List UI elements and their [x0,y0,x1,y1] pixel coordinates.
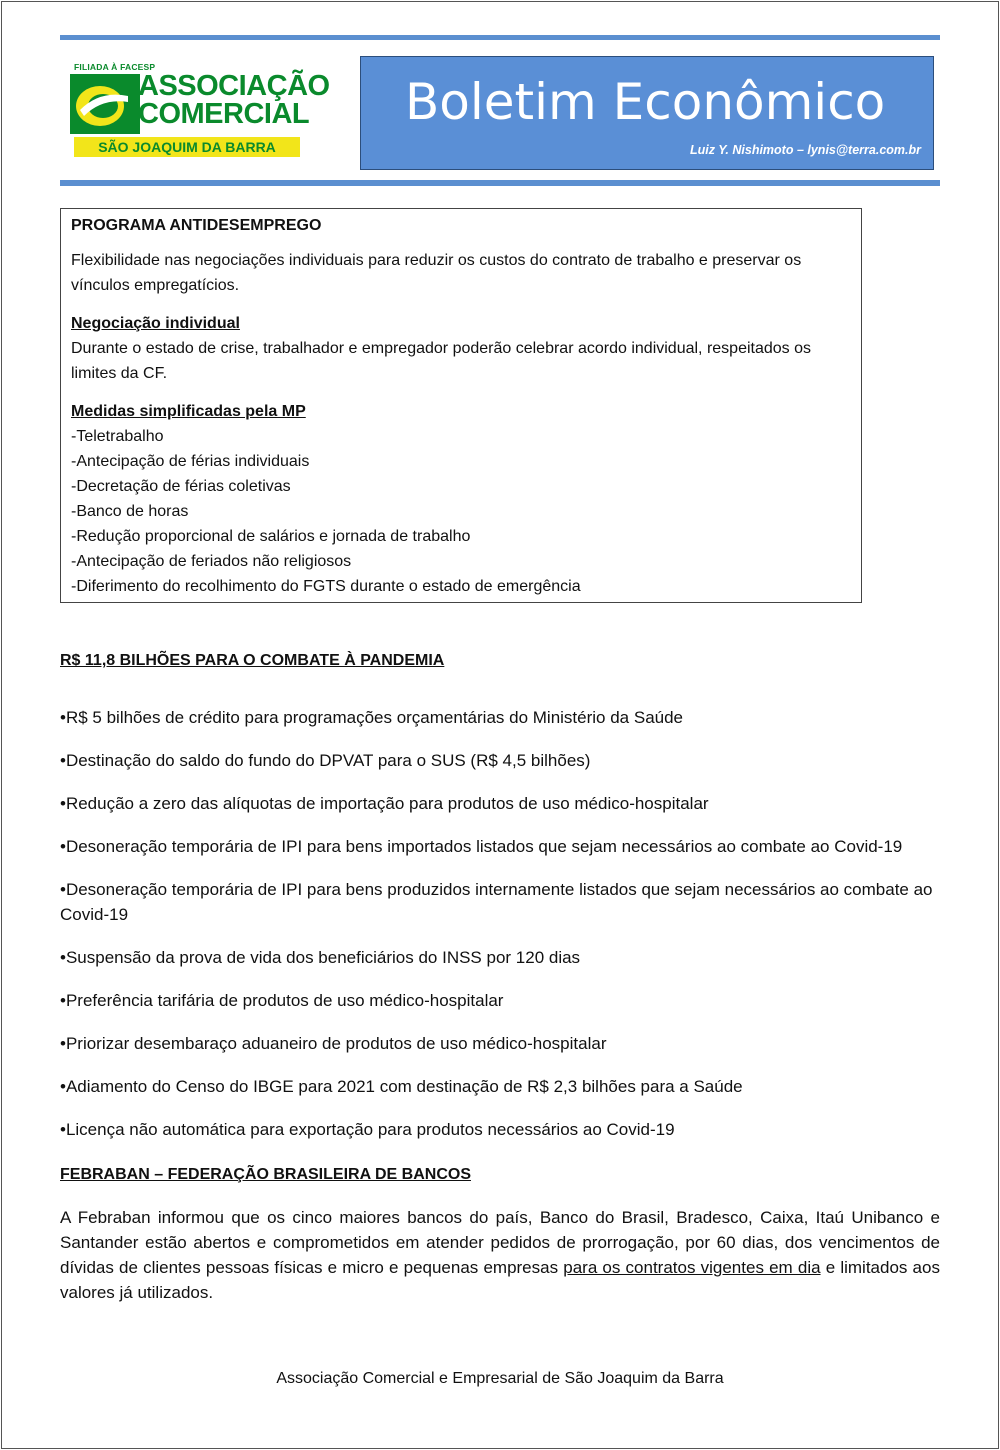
febraban-text-underlined: para os contratos vigentes em dia [563,1258,821,1277]
logo-word-comercial: COMERCIAL [138,98,310,130]
association-logo [70,58,330,158]
bulletin-title: Boletim Econômico [405,73,886,131]
pandemia-item: •Redução a zero das alíquotas de importação para produtos de uso médico-hospitalar [60,794,709,813]
febraban-text-b: e limitados aos valores já utilizados. [60,1258,940,1302]
measure-item: -Teletrabalho [71,428,164,445]
page-footer: Associação Comercial e Empresarial de São Joaquim da Barra [276,1370,724,1387]
measure-item: -Antecipação de feriados não religiosos [71,553,352,570]
antidesemprego-box [60,208,862,603]
pandemia-item: •Adiamento do Censo do IBGE para 2021 com destinação de R$ 2,3 bilhões para a Saúde [60,1077,743,1096]
bottom-rule [60,180,940,186]
top-rule [60,35,940,40]
pandemia-item: •Desoneração temporária de IPI para bens produzidos internamente listados que sejam necessários ao combate ao Covid-19 [60,880,933,924]
main-content [60,648,940,1305]
measure-item: -Redução proporcional de salários e jornada de trabalho [71,528,471,545]
bulletin-title-box [360,56,934,170]
pandemia-item: •Suspensão da prova de vida dos beneficiários do INSS por 120 dias [60,948,581,967]
pandemia-item: •Destinação do saldo do fundo do DPVAT para o SUS (R$ 4,5 bilhões) [60,751,591,770]
measure-item: -Antecipação de férias individuais [71,453,310,470]
febraban-text-a: A Febraban informou que os cinco maiores bancos do país, Banco do Brasil, Bradesco, Caixa, Itaú Unibanco e Santander estão abertos e comprometidos em atender pedidos de prorrogação, por 60 dias, dos vencimentos de dívidas de clientes pessoas físicas e micro e pequenas empresas [60,1208,940,1277]
box-title: PROGRAMA ANTIDESEMPREGO [71,217,322,234]
measure-item: -Banco de horas [71,503,189,520]
logo-filiada-text: FILIADA À FACESP [74,62,156,72]
negociacao-title: Negociação individual [71,315,240,332]
box-intro: Flexibilidade nas negociações individuais para reduzir os custos do contrato de trabalho e preservar os vínculos empregatícios. [71,252,802,294]
febraban-paragraph [60,1205,940,1305]
negociacao-text: Durante o estado de crise, trabalhador e empregador poderão celebrar acordo individual, respeitados os limites da CF. [71,340,812,382]
pandemia-item: •Priorizar desembaraço aduaneiro de produtos de uso médico-hospitalar [60,1034,607,1053]
measure-item: -Decretação de férias coletivas [71,478,291,495]
logo-emblem-icon [70,74,140,134]
pandemia-item: •Desoneração temporária de IPI para bens importados listados que sejam necessários ao combate ao Covid-19 [60,837,903,856]
pandemia-item: •R$ 5 bilhões de crédito para programações orçamentárias do Ministério da Saúde [60,708,684,727]
logo-city-band: SÃO JOAQUIM DA BARRA [74,137,300,157]
pandemia-item: •Licença não automática para exportação para produtos necessários ao Covid-19 [60,1120,675,1139]
pandemia-item: •Preferência tarifária de produtos de uso médico-hospitalar [60,991,504,1010]
medidas-title: Medidas simplificadas pela MP [71,403,306,420]
measure-item: -Diferimento do recolhimento do FGTS durante o estado de emergência [71,578,581,595]
logo-word-associacao: ASSOCIAÇÃO [138,70,330,102]
bulletin-author: Luiz Y. Nishimoto – lynis@terra.com.br [690,143,921,157]
febraban-title: FEBRABAN – FEDERAÇÃO BRASILEIRA DE BANCOS [60,1166,471,1183]
pandemia-title: R$ 11,8 BILHÕES PARA O COMBATE À PANDEMIA [60,652,445,669]
